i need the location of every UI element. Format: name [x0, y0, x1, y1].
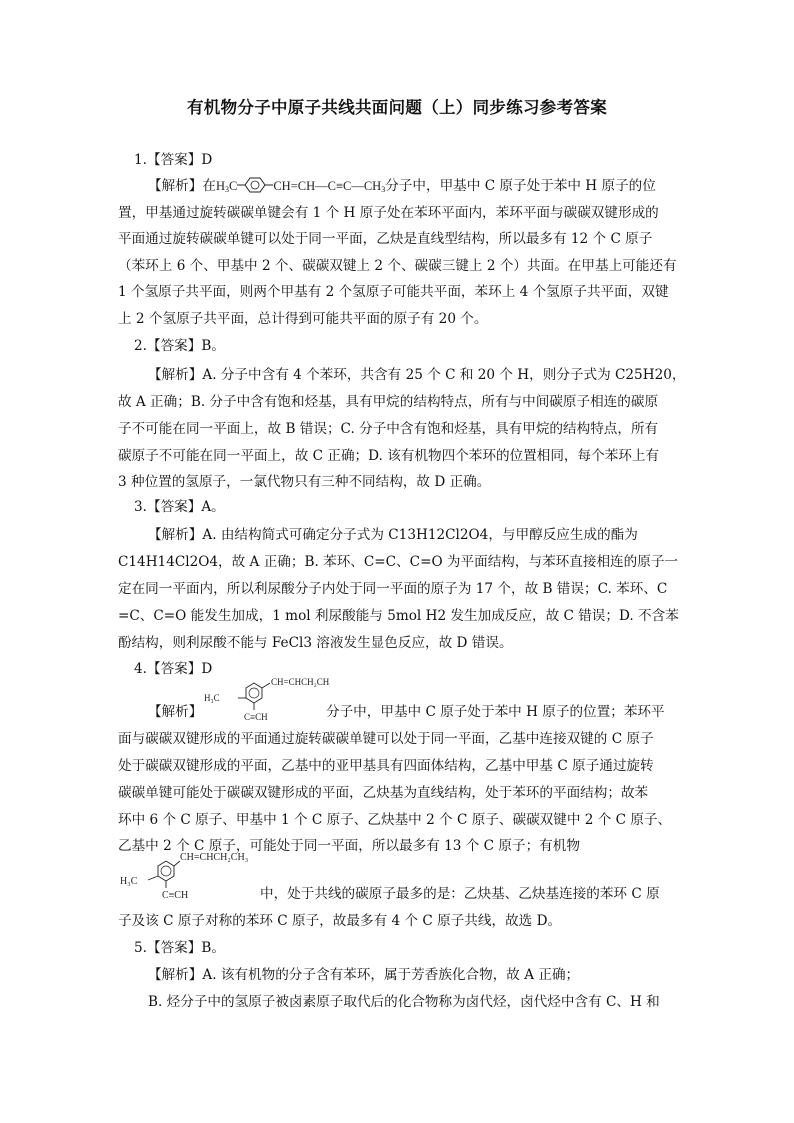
q3-line-2: C14H14Cl2O4，故 A 正确；B. 苯环、C=C、C=O 为平面结构，与苯环直接相连的原子一 — [118, 554, 679, 570]
q4-struct2-left: H₃C — [120, 876, 138, 887]
q4-after: 分子中，甲基中 C 原子处于苯中 H 原子的位置；苯环平 — [326, 704, 665, 720]
q4-lead: 【解析】 — [148, 704, 203, 720]
q2-line-5: 3 种位置的氢原子，一氯代物只有三种不同结构，故 D 正确。 — [118, 474, 491, 490]
q4-structure-2 — [118, 850, 278, 902]
benzene-ring-icon — [237, 177, 273, 193]
q4-struct-top: CH=CHCH₂CH₃ — [271, 677, 330, 687]
q1-line-4: 1 个氢原子共平面，则两个甲基有 2 个氢原子可能共平面，苯环上 4 个氢原子共平面，双键 — [118, 284, 669, 300]
q3-line-4: =C、C=O 能发生加成，1 mol 利尿酸能与 5mol H2 发生加成反应，故 C 错误；D. 不含苯 — [118, 608, 679, 624]
q4-line-2: 处于碳碳双键形成的平面，乙基中的亚甲基具有四面体结构，乙基中甲基 C 原子通过旋转 — [118, 758, 654, 774]
page-title: 有机物分子中原子共线共面问题（上）同步练习参考答案 — [187, 98, 607, 117]
q5-line-1: 【解析】A. 该有机物的分子含有苯环，属于芳香族化合物，故 A 正确； — [148, 967, 580, 983]
q4-struct2-top: CH=CHCH₂CH₃ — [180, 852, 249, 863]
molecule-structure-icon — [198, 674, 330, 724]
q1-formula: $H_3C$ $CH=CH—C\equiv C—CH_3$ — [215, 179, 386, 194]
q3-answer: 3.【答案】A。 — [134, 499, 225, 515]
q1-first-line — [148, 177, 656, 199]
q4-structure-1 — [198, 674, 330, 724]
q1-answer: 1.【答案】D — [134, 152, 213, 168]
q4-line-1: 面与碳碳双键形成的平面通过旋转碳碳单键可以处于同一平面，乙基中连接双键的 C 原子 — [118, 731, 654, 747]
q3-line-1: 【解析】A. 由结构简式可确定分子式为 C13H12Cl2O4，与甲醇反应生成的酯为 — [148, 527, 638, 543]
q2-line-1: 【解析】A. 分子中含有 4 个苯环，共含有 25 个 C 和 20 个 H，则分子式为 C25H20， — [148, 367, 686, 383]
q4-line-5: 乙基中 2 个 C 原子，可能处于同一平面，所以最多有 13 个 C 原子；有机物 — [118, 838, 580, 854]
q2-line-2: 故 A 正确；B. 分子中含有饱和烃基，具有甲烷的结构特点，所有与中间碳原子相连的碳原 — [118, 394, 659, 410]
molecule-structure-icon — [118, 850, 278, 902]
q1-line-5: 上 2 个氢原子共平面，总计得到可能共平面的原子有 20 个。 — [118, 311, 488, 327]
q4-struct2-bottom: C≡CH — [162, 890, 189, 901]
q4-tail: 子及该 C 原子对称的苯环 C 原子，故最多有 4 个 C 原子共线，故选 D。 — [118, 913, 562, 929]
q4-struct-left: H₃C — [204, 693, 220, 703]
q4-answer: 4.【答案】D — [134, 661, 213, 677]
q2-line-4: 碳原子不可能在同一平面上，故 C 正确；D. 该有机物四个苯环的位置相同，每个苯环上有 — [118, 448, 660, 464]
q5-line-2: B. 烃分子中的氢原子被卤素原子取代后的化合物称为卤代烃，卤代烃中含有 C、H 和 — [148, 994, 660, 1010]
q2-line-3: 子不可能在同一平面上，故 B 错误；C. 分子中含有饱和烃基，具有甲烷的结构特点，所有 — [118, 421, 659, 437]
q1-line-2: 平面通过旋转碳碳单键可以处于同一平面，乙炔是直线型结构，所以最多有 12 个 C 原子 — [118, 231, 653, 247]
q4-struct-bottom: C≡CH — [244, 712, 268, 722]
q1-after: 分子中，甲基中 C 原子处于苯中 H 原子的位 — [385, 178, 656, 194]
q3-line-3: 定在同一平面内，所以利尿酸分子内处于同一平面的原子为 17 个，故 B 错误；C. 苯环、C — [118, 581, 668, 597]
q1-lead: 【解析】在 — [148, 178, 216, 194]
q3-line-5: 酚结构，则利尿酸不能与 FeCl3 溶液发生显色反应，故 D 错误。 — [118, 635, 513, 651]
q4-line-4: 环中 6 个 C 原子、甲基中 1 个 C 原子、乙炔基中 2 个 C 原子、碳碳双键中 2 个 C 原子、 — [118, 812, 672, 828]
q4-line-3: 碳碳单键可能处于碳碳双键形成的平面，乙炔基为直线结构，处于苯环的平面结构；故苯 — [118, 785, 649, 801]
q5-answer: 5.【答案】B。 — [134, 940, 225, 956]
q1-line-1: 置，甲基通过旋转碳碳单键会有 1 个 H 原子处在苯环平面内，苯环平面与碳碳双键形成的 — [118, 205, 659, 221]
q1-line-3: （苯环上 6 个、甲基中 2 个、碳碳双键上 2 个、碳碳三键上 2 个）共面。在甲基上可能还有 — [118, 258, 677, 274]
q4-after2: 中，处于共线的碳原子最多的是：乙炔基、乙炔基连接的苯环 C 原 — [260, 886, 660, 902]
q2-answer: 2.【答案】B。 — [134, 338, 225, 354]
